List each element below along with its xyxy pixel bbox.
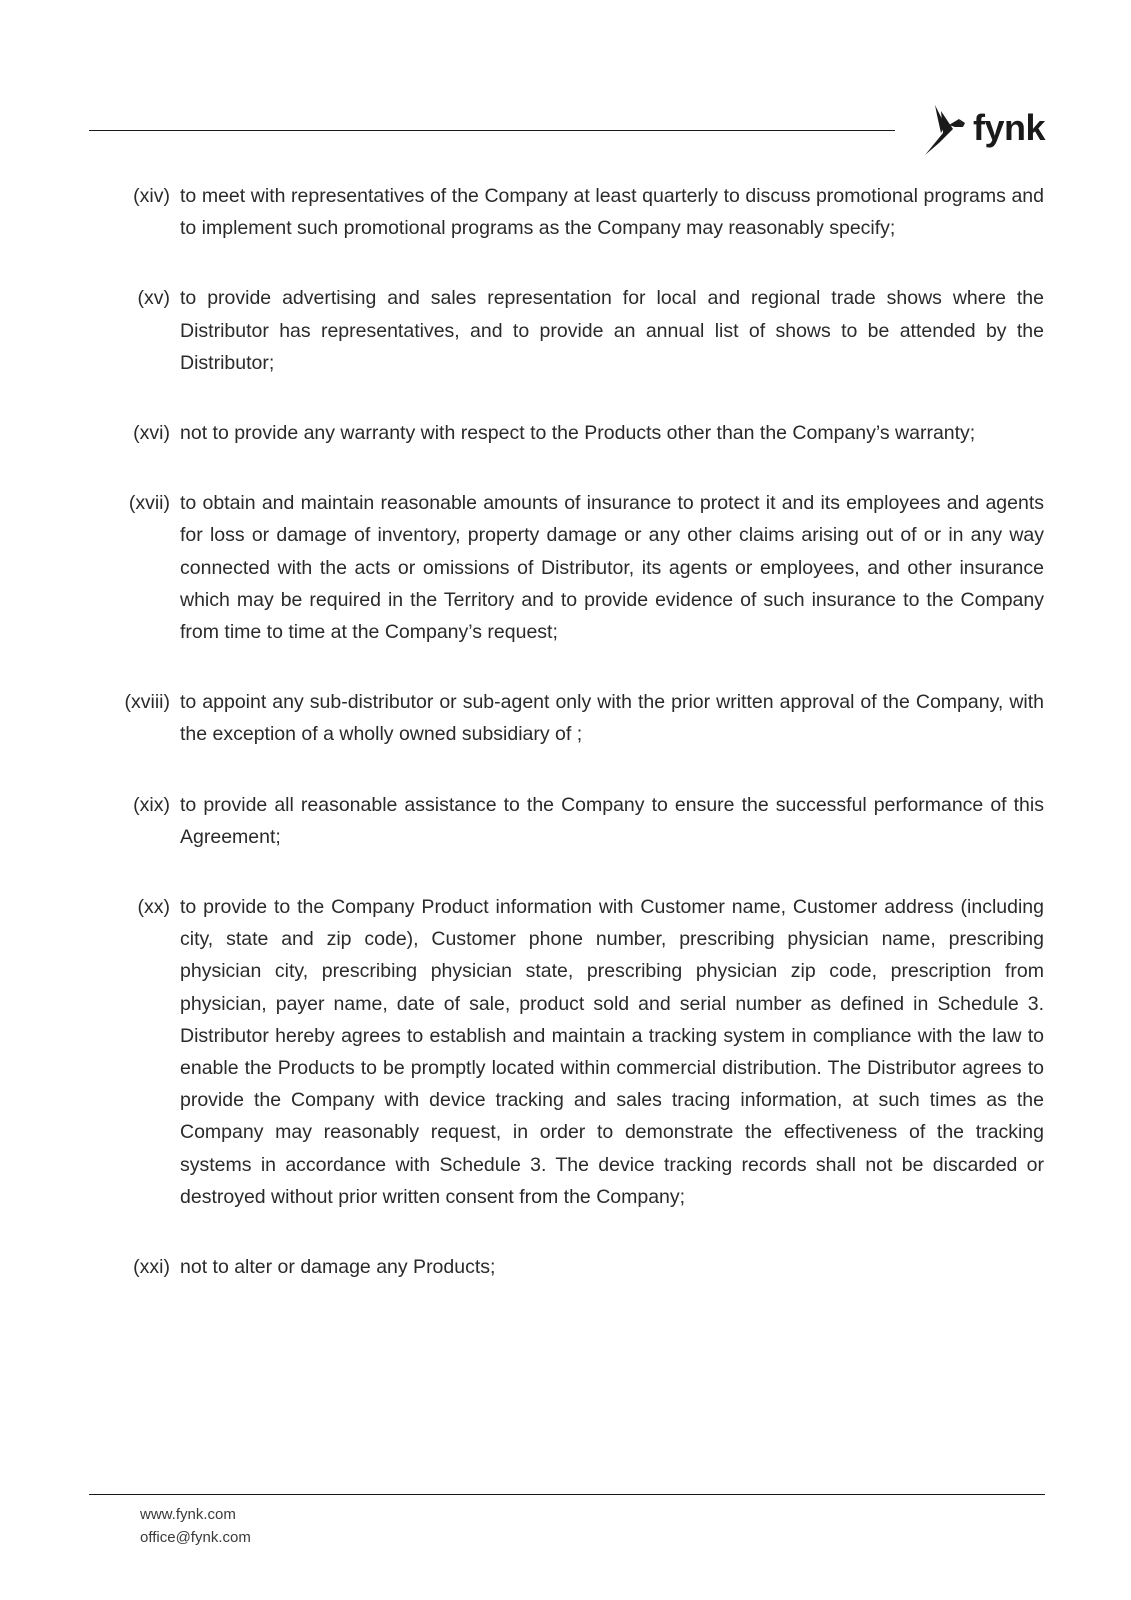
- clause-number: (xviii): [124, 691, 170, 714]
- clause-number: (xvi): [133, 422, 170, 445]
- clause-number: (xix): [133, 793, 170, 816]
- clause-item: [0, 282, 1131, 379]
- clause-text: to appoint any sub-distributor or sub-agent only with the prior written approval of the Company, with the exception of a wholly owned subsidiary of ;: [180, 691, 1044, 746]
- clause-item: [0, 789, 1131, 853]
- clause-text: to provide to the Company Product information with Customer name, Customer address (including city, state and zip code), Customer phone number, prescribing physician name, prescribing physician city, prescribing physician state, prescribing physician zip code, prescription from physician, payer name, date of sale, product sold and serial number as defined in Schedule 3. Distributor hereby agrees to establish and maintain a tracking system in compliance with the law to enable the Products to be promptly located within commercial distribution. The Distributor agrees to provide the Company with device tracking and sales tracing information, at such times as the Company may reasonably request, in order to demonstrate the effectiveness of the tracking systems in accordance with Schedule 3. The device tracking records shall not be discarded or destroyed without prior written consent from the Company;: [180, 896, 1044, 1208]
- footer-divider: [89, 1494, 1045, 1495]
- header-divider: [89, 130, 895, 131]
- clause-number: (xvii): [128, 492, 170, 515]
- clause-text: to meet with representatives of the Company at least quarterly to discuss promotional programs and to implement such promotional programs as the Company may reasonably specify;: [180, 185, 1044, 240]
- clause-item: [0, 180, 1131, 244]
- clause-item: [0, 891, 1131, 1213]
- page-footer: [140, 1503, 251, 1549]
- logo-wordmark: fynk: [973, 107, 1046, 148]
- clause-item: [0, 686, 1131, 750]
- clause-text: to provide all reasonable assistance to the Company to ensure the successful performance of this Agreement;: [180, 793, 1044, 848]
- clause-text: not to provide any warranty with respect to the Products other than the Company’s warranty;: [180, 422, 976, 445]
- footer-email: office@fynk.com: [140, 1529, 251, 1546]
- clause-number: (xiv): [133, 185, 170, 207]
- clause-text: to provide advertising and sales representation for local and regional trade shows where the Distributor has representatives, and to provide an annual list of shows to be attended by the Distributor;: [180, 287, 1044, 374]
- company-logo: [919, 104, 1045, 156]
- clause-number: (xx): [137, 896, 170, 919]
- clause-text: to obtain and maintain reasonable amounts of insurance to protect it and its employees and agents for loss or damage of inventory, property damage or any other claims arising out of or in any way connected with the acts or omissions of Distributor, its agents or employees, and other insurance which may be required in the Territory and to provide evidence of such insurance to the Company from time to time at the Company’s request;: [180, 492, 1044, 644]
- clause-number: (xxi): [133, 1256, 170, 1279]
- footer-website: www.fynk.com: [140, 1506, 236, 1523]
- clause-text: not to alter or damage any Products;: [180, 1256, 496, 1279]
- clause-number: (xv): [137, 287, 170, 310]
- clause-item: [0, 417, 1131, 449]
- bird-icon: [919, 103, 975, 157]
- clause-item: [0, 1251, 1131, 1283]
- clause-list: [0, 180, 1131, 1283]
- clause-item: [0, 487, 1131, 648]
